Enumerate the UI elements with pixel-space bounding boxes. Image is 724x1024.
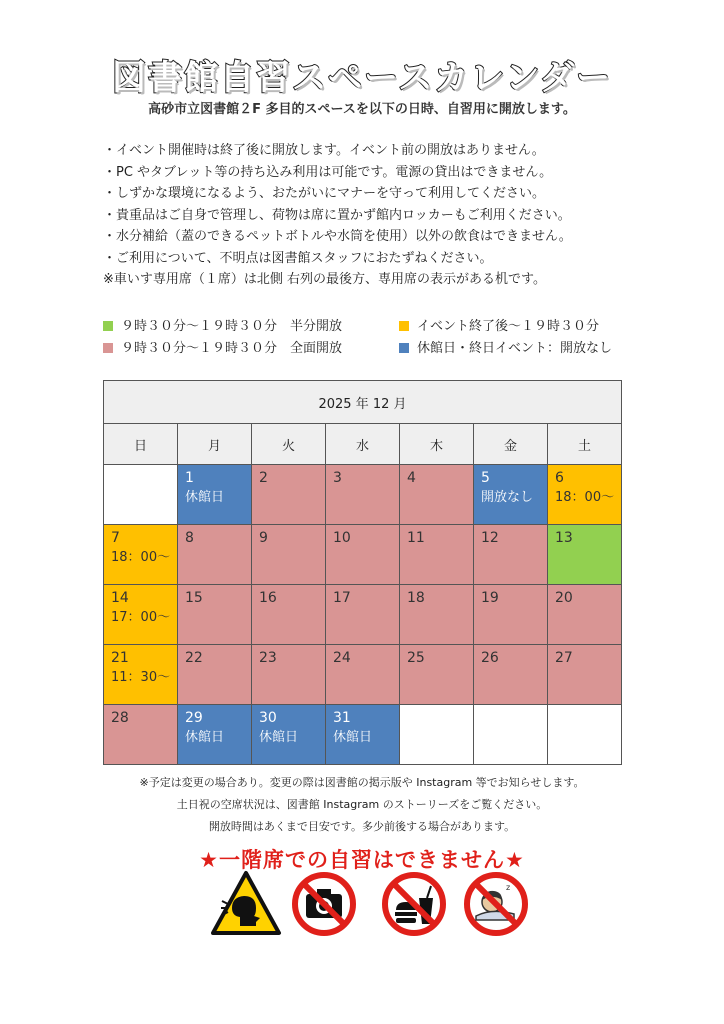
- calendar-day-6: [548, 465, 622, 525]
- day-number: 1: [185, 470, 194, 486]
- svg-text:z: z: [506, 883, 511, 892]
- weekday-header-row: [104, 424, 622, 465]
- footnote: 開放時間はあくまで目安です。多少前後する場合があります。: [208, 820, 516, 833]
- calendar-day-14: [104, 585, 178, 645]
- calendar-week-row: [104, 465, 622, 525]
- prohibition-icons: [210, 870, 530, 940]
- calendar-day-10: [326, 525, 400, 585]
- no-sleeping-icon: [462, 870, 530, 938]
- day-number: 5: [481, 470, 490, 486]
- day-number: 27: [555, 650, 573, 666]
- day-number: 18: [407, 590, 425, 606]
- page-title: 図書館自習スペースカレンダー: [111, 58, 613, 98]
- day-number: 11: [407, 530, 425, 546]
- legend-label: イベント終了後～１９時３０分: [417, 319, 600, 334]
- day-number: 10: [333, 530, 351, 546]
- calendar-empty-cell: [474, 705, 548, 765]
- day-number: 20: [555, 590, 573, 606]
- note-item: ・ご利用について、不明点は図書館スタッフにおたずねください。: [103, 250, 493, 266]
- calendar-day-30: [252, 705, 326, 765]
- day-number: 25: [407, 650, 425, 666]
- weekday-header: 水: [326, 424, 400, 465]
- calendar-day-22: [178, 645, 252, 705]
- legend-half-open: [103, 316, 342, 338]
- calendar-day-28: [104, 705, 178, 765]
- calendar-empty-cell: [400, 705, 474, 765]
- footnotes: [0, 772, 724, 838]
- calendar-table: [103, 380, 622, 765]
- calendar-day-8: [178, 525, 252, 585]
- weekday-header: 金: [474, 424, 548, 465]
- legend-label: ９時３０分～１９時３０分 半分開放: [121, 319, 343, 334]
- calendar-empty-cell: [104, 465, 178, 525]
- legend-closed: [399, 338, 612, 360]
- day-number: 9: [259, 530, 268, 546]
- legend: [103, 316, 663, 360]
- legend-label: ９時３０分～１９時３０分 全面開放: [121, 341, 343, 356]
- calendar-day-3: [326, 465, 400, 525]
- calendar-day-18: [400, 585, 474, 645]
- day-number: 24: [333, 650, 351, 666]
- day-label: 休館日: [333, 730, 373, 745]
- calendar-day-2: [252, 465, 326, 525]
- note-item: ・水分補給（蓋のできるペットボトルや水筒を使用）以外の飲食はできません。: [103, 229, 572, 244]
- day-number: 6: [555, 470, 564, 486]
- calendar-day-7: [104, 525, 178, 585]
- legend-label: 休館日・終日イベント：開放なし: [417, 341, 613, 356]
- no-talking-icon: [210, 870, 282, 936]
- day-number: 14: [111, 590, 129, 606]
- calendar-day-1: [178, 465, 252, 525]
- day-number: 21: [111, 650, 129, 666]
- day-label: 17：00～: [111, 610, 171, 625]
- day-number: 29: [185, 710, 203, 726]
- calendar-day-31: [326, 705, 400, 765]
- note-item: ・イベント開催時は終了後に開放します。イベント前の開放はありません。: [103, 143, 545, 158]
- calendar-week-row: [104, 525, 622, 585]
- calendar-day-19: [474, 585, 548, 645]
- calendar-day-17: [326, 585, 400, 645]
- calendar-day-4: [400, 465, 474, 525]
- no-food-drink-icon: [380, 870, 448, 938]
- calendar-day-20: [548, 585, 622, 645]
- day-number: 22: [185, 650, 203, 666]
- calendar-day-5: [474, 465, 548, 525]
- day-number: 13: [555, 530, 573, 546]
- day-number: 31: [333, 710, 351, 726]
- calendar-day-27: [548, 645, 622, 705]
- day-number: 8: [185, 530, 194, 546]
- calendar-week-row: [104, 705, 622, 765]
- day-label: 18：00～: [111, 550, 171, 565]
- page-subtitle: 高砂市立図書館２F 多目的スペースを以下の日時、自習用に開放します。: [148, 102, 576, 117]
- note-item: ・貴重品はご自身で管理し、荷物は席に置かず館内ロッカーもご利用ください。: [103, 207, 571, 223]
- usage-notes: [103, 140, 663, 291]
- calendar-day-13: [548, 525, 622, 585]
- day-number: 12: [481, 530, 499, 546]
- calendar-empty-cell: [548, 705, 622, 765]
- legend-swatch: [103, 321, 113, 331]
- day-label: 休館日: [259, 730, 299, 745]
- calendar-day-9: [252, 525, 326, 585]
- note-item: ・PC やタブレット等の持ち込み利用は可能です。電源の貸出はできません。: [103, 164, 553, 180]
- calendar-week-row: [104, 585, 622, 645]
- calendar-day-12: [474, 525, 548, 585]
- legend-swatch: [399, 321, 409, 331]
- day-number: 28: [111, 710, 129, 726]
- footnote: 土日祝の空席状況は、図書館 Instagram のストーリーズをご覧ください。: [176, 798, 548, 811]
- day-number: 3: [333, 470, 342, 486]
- day-number: 2: [259, 470, 268, 486]
- weekday-header: 日: [104, 424, 178, 465]
- day-label: 休館日: [185, 490, 225, 505]
- calendar-day-26: [474, 645, 548, 705]
- warning-banner: ★一階席での自習はできません★: [199, 848, 525, 872]
- day-number: 15: [185, 590, 203, 606]
- day-number: 26: [481, 650, 499, 666]
- day-label: 18：00～: [555, 490, 615, 505]
- footnote: ※予定は変更の場合あり。変更の際は図書館の掲示版や Instagram 等でお知らせします。: [139, 776, 585, 789]
- day-label: 休館日: [185, 730, 225, 745]
- calendar-day-15: [178, 585, 252, 645]
- weekday-header: 土: [548, 424, 622, 465]
- note-item: ・しずかな環境になるよう、おたがいにマナーを守って利用してください。: [103, 186, 546, 201]
- legend-after-event: [399, 316, 599, 338]
- legend-swatch: [103, 343, 113, 353]
- calendar-day-29: [178, 705, 252, 765]
- calendar-day-25: [400, 645, 474, 705]
- weekday-header: 火: [252, 424, 326, 465]
- calendar-day-11: [400, 525, 474, 585]
- weekday-header: 木: [400, 424, 474, 465]
- no-camera-icon: [290, 870, 358, 938]
- calendar-day-21: [104, 645, 178, 705]
- day-number: 7: [111, 530, 120, 546]
- legend-full-open: [103, 338, 342, 360]
- calendar-day-24: [326, 645, 400, 705]
- day-number: 4: [407, 470, 416, 486]
- day-number: 30: [259, 710, 277, 726]
- calendar-week-row: [104, 645, 622, 705]
- day-label: 開放なし: [481, 490, 534, 505]
- legend-swatch: [399, 343, 409, 353]
- weekday-header: 月: [178, 424, 252, 465]
- calendar-body: [104, 465, 622, 765]
- note-item: ※車いす専用席（１席）は北側 右列の最後方、専用席の表示がある机です。: [103, 272, 546, 287]
- calendar-day-16: [252, 585, 326, 645]
- calendar-day-23: [252, 645, 326, 705]
- day-label: 11：30～: [111, 670, 171, 685]
- calendar-month: 2025 年 12 月: [104, 381, 622, 424]
- day-number: 19: [481, 590, 499, 606]
- day-number: 23: [259, 650, 277, 666]
- day-number: 16: [259, 590, 277, 606]
- day-number: 17: [333, 590, 351, 606]
